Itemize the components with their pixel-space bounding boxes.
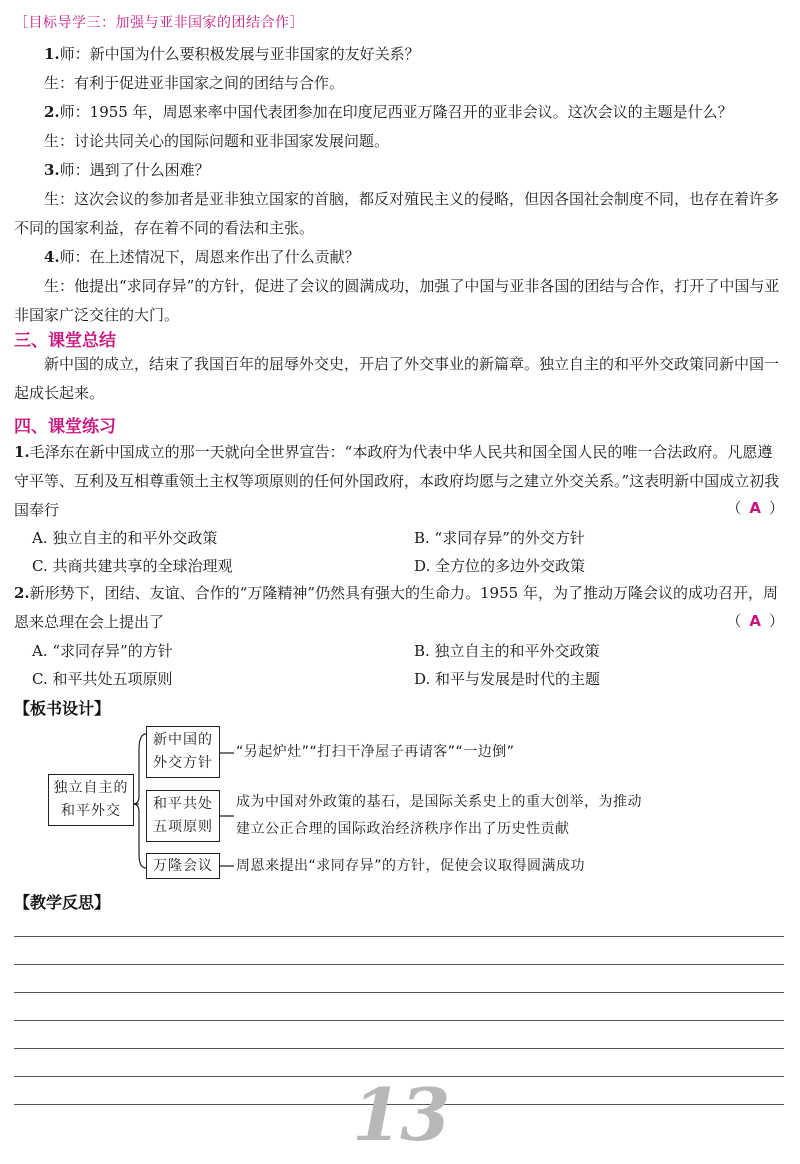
branch-2-line-2: 五项原则: [153, 819, 213, 835]
question-1-option-d: D. 全方位的多边外交政策: [414, 557, 586, 575]
board-branch-3-box: [146, 853, 220, 879]
dialogue-teacher-3: 3.师：遇到了什么困难？: [44, 161, 210, 179]
reflection-line-5: [14, 1048, 784, 1049]
goal-tag: ［目标导学三：加强与亚非国家的团结合作］: [14, 15, 304, 31]
reflection-heading: 【教学反思】: [14, 893, 111, 912]
reflection-line-4: [14, 1020, 784, 1021]
board-root-line-1: 独立自主的: [53, 780, 129, 796]
branch-1-line-2: 外交方针: [153, 755, 213, 771]
summary-heading: 三、课堂总结: [14, 331, 116, 351]
board-root-line-2: 和平外交: [61, 803, 121, 819]
reflection-line-2: [14, 964, 784, 965]
question-2-answer: （ A ）: [726, 612, 784, 630]
question-2-text: 2.新形势下，团结、友谊、合作的“万隆精神”仍然具有强大的生命力。1955 年，为了推动万隆会议的成功召开，周恩来总理在会上提出了: [14, 584, 778, 631]
board-branch-1-box: [146, 726, 220, 778]
dialogue-student-1: 生：有利于促进亚非国家之间的团结与合作。: [44, 74, 345, 92]
dialogue-student-3: 生：这次会议的参加者是亚非独立国家的首脑，都反对殖民主义的侵略，但因各国社会制度不同，也存在着许多不同的国家利益，存在着不同的看法和主张。: [14, 190, 780, 237]
board-branch-3-note: 周恩来提出“求同存异”的方针，促使会议取得圆满成功: [236, 858, 586, 874]
board-brace: [133, 734, 146, 868]
branch-2-line-1: 和平共处: [153, 796, 213, 812]
question-2-option-b: B. 独立自主的和平外交政策: [414, 642, 600, 660]
board-branch-2-note-1: 成为中国对外政策的基石，是国际关系史上的重大创举，为推动: [236, 794, 642, 810]
branch-3-line-1: 万隆会议: [153, 858, 213, 874]
question-2-option-d: D. 和平与发展是时代的主题: [414, 670, 601, 688]
question-2-option-a: A. “求同存异”的方针: [32, 642, 173, 660]
dialogue-teacher-2: 2.师：1955 年，周恩来率中国代表团参加在印度尼西亚万隆召开的亚非会议。这次会议的主题是什么？: [44, 103, 733, 121]
board-branch-2-box: [146, 790, 220, 842]
question-2-option-c: C. 和平共处五项原则: [32, 670, 173, 688]
dialogue-student-2: 生：讨论共同关心的国际问题和亚非国家发展问题。: [44, 132, 390, 150]
question-1-option-b: B. “求同存异”的外交方针: [414, 529, 585, 547]
board-heading: 【板书设计】: [14, 699, 111, 718]
question-1-option-a: A. 独立自主的和平外交政策: [32, 529, 218, 547]
summary-text: 新中国的成立，结束了我国百年的屈辱外交史，开启了外交事业的新篇章。独立自主的和平外交政策同新中国一起成长起来。: [14, 355, 780, 402]
page-number: 13: [352, 1072, 449, 1157]
question-1-option-c: C. 共商共建共享的全球治理观: [32, 557, 233, 575]
board-root-box: [48, 774, 134, 826]
dialogue-teacher-1: 1.师：新中国为什么要积极发展与亚非国家的友好关系？: [44, 45, 420, 63]
dialogue-student-4: 生：他提出“求同存异”的方针，促进了会议的圆满成功，加强了中国与亚非各国的团结与合作，打开了中国与亚非国家广泛交往的大门。: [14, 277, 780, 324]
dialogue-teacher-4: 4.师：在上述情况下，周恩来作出了什么贡献？: [44, 248, 360, 266]
branch-1-line-1: 新中国的: [153, 732, 213, 748]
board-branch-1-note: “另起炉灶”“打扫干净屋子再请客”“一边倒”: [236, 744, 515, 760]
board-branch-2-note-2: 建立公正合理的国际政治经济秩序作出了历史性贡献: [236, 821, 570, 837]
practice-heading: 四、课堂练习: [14, 417, 116, 437]
reflection-line-1: [14, 936, 784, 937]
reflection-line-3: [14, 992, 784, 993]
question-1-answer: （ A ）: [726, 499, 784, 517]
question-1-text: 1.毛泽东在新中国成立的那一天就向全世界宣告：“本政府为代表中华人民共和国全国人民的唯一合法政府。凡愿遵守平等、互利及互相尊重领土主权等项原则的任何外国政府，本政府均愿与之建立外交关系。”这表明新中国成立初我国奉行: [14, 443, 780, 519]
